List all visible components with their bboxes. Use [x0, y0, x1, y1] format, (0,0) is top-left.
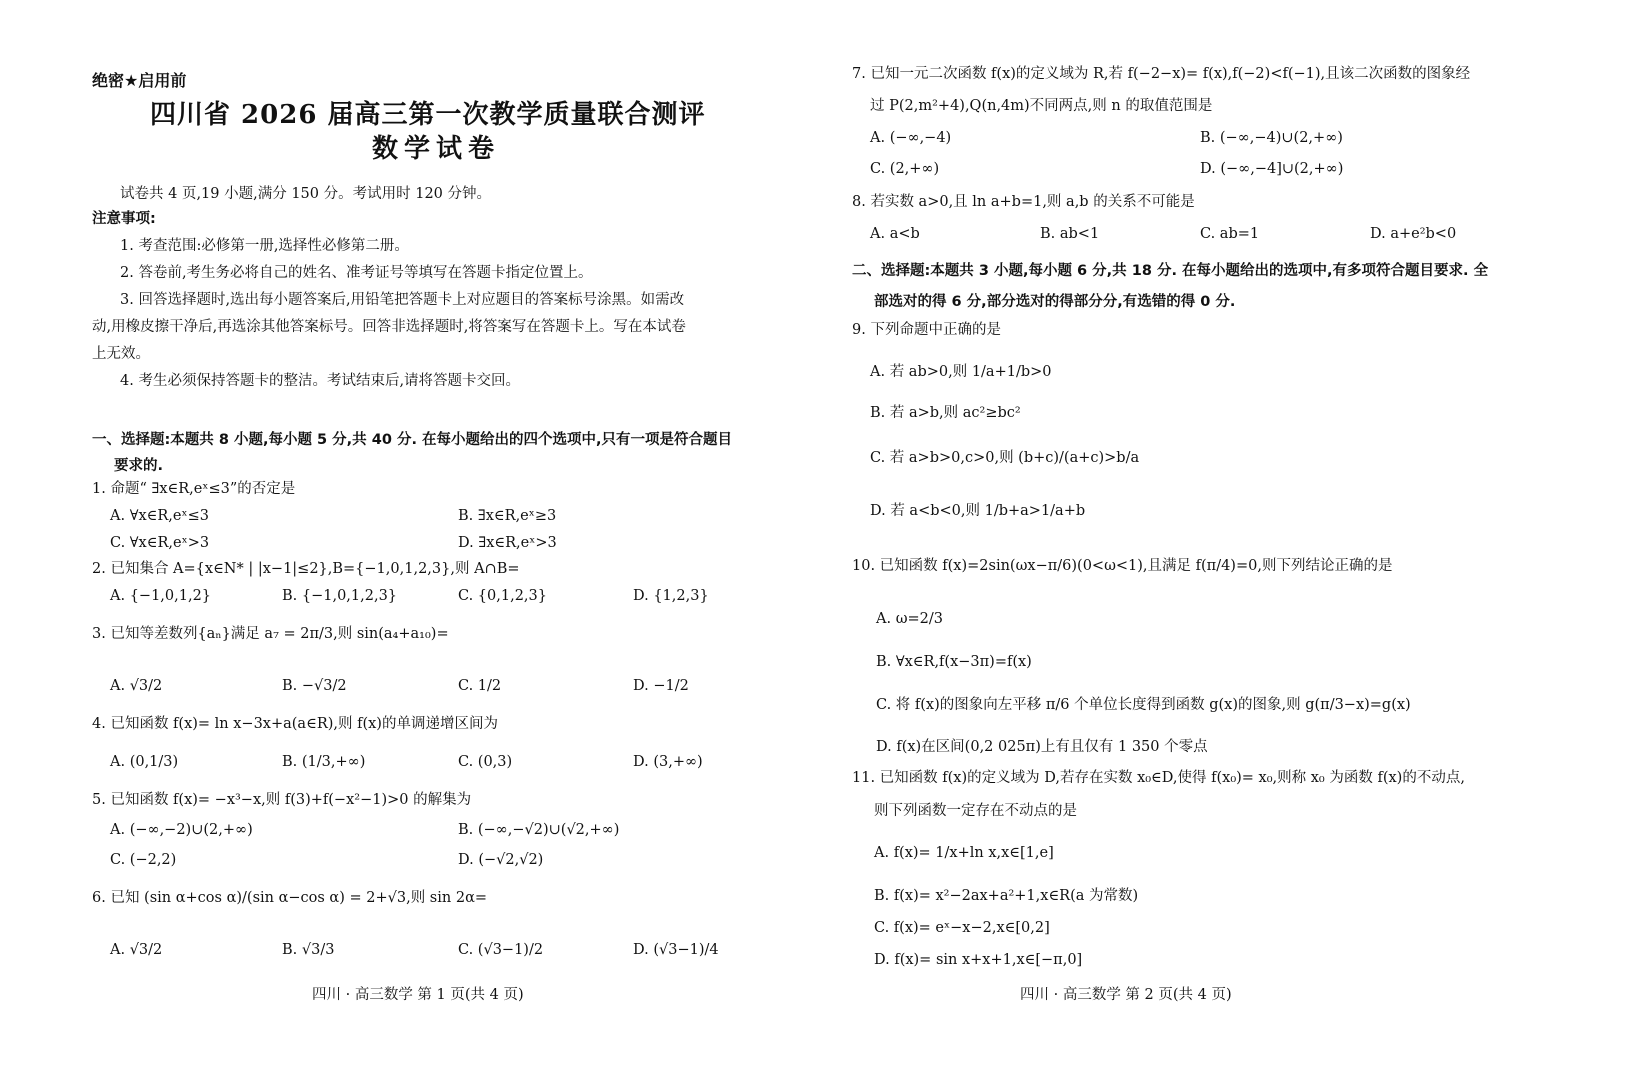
notice-item: 1. 考查范围:必修第一册,选择性必修第二册。 [120, 238, 409, 254]
question-2-option-a: A. {−1,0,1,2} [110, 588, 212, 604]
question-8-option-d: D. a+e²b<0 [1370, 226, 1457, 242]
question-9-stem: 9. 下列命题中正确的是 [852, 322, 1001, 338]
notice-item: 上无效。 [92, 346, 150, 362]
notice-item: 动,用橡皮擦干净后,再选涂其他答案标号。回答非选择题时,将答案写在答题卡上。写在本试卷 [92, 319, 686, 335]
question-5-option-b: B. (−∞,−√2)∪(√2,+∞) [458, 822, 620, 838]
question-3-stem: 3. 已知等差数列{aₙ}满足 a₇ = 2π/3,则 sin(a₄+a₁₀)= [92, 626, 449, 642]
question-6-option-c: C. (√3−1)/2 [458, 942, 544, 958]
question-6-option-a: A. √3/2 [110, 942, 163, 958]
question-7-option-a: A. (−∞,−4) [870, 130, 952, 146]
question-8-stem: 8. 若实数 a>0,且 ln a+b=1,则 a,b 的关系不可能是 [852, 194, 1195, 210]
question-11-stem: 11. 已知函数 f(x)的定义域为 D,若存在实数 x₀∈D,使得 f(x₀)= x₀,则称 x₀ 为函数 f(x)的不动点, [852, 770, 1465, 786]
question-3-option-a: A. √3/2 [110, 678, 163, 694]
question-6-option-d: D. (√3−1)/4 [633, 942, 719, 958]
question-4-stem: 4. 已知函数 f(x)= ln x−3x+a(a∈R),则 f(x)的单调递增区间为 [92, 716, 498, 732]
question-9-option-d: D. 若 a<b<0,则 1/b+a>1/a+b [870, 503, 1086, 519]
question-2-option-c: C. {0,1,2,3} [458, 588, 547, 604]
question-3-option-c: C. 1/2 [458, 678, 502, 694]
exam-subject-title: 数学试卷 [372, 134, 501, 164]
question-2-stem: 2. 已知集合 A={x∈N* | |x−1|≤2},B={−1,0,1,2,3},则 A∩B= [92, 561, 520, 577]
question-3-option-d: D. −1/2 [633, 678, 689, 694]
question-2-option-d: D. {1,2,3} [633, 588, 709, 604]
question-7-stem: 7. 已知一元二次函数 f(x)的定义域为 R,若 f(−2−x)= f(x),f(−2)<f(−1),且该二次函数的图象经 [852, 66, 1471, 82]
question-1-option-c: C. ∀x∈R,eˣ>3 [110, 535, 210, 551]
exam-intro: 试卷共 4 页,19 小题,满分 150 分。考试用时 120 分钟。 [120, 186, 492, 202]
question-2-option-b: B. {−1,0,1,2,3} [282, 588, 398, 604]
exam-title: 四川省 2026 届高三第一次教学质量联合测评 [150, 100, 706, 130]
question-10-option-c: C. 将 f(x)的图象向左平移 π/6 个单位长度得到函数 g(x)的图象,则 g(π/3−x)=g(x) [876, 697, 1411, 713]
question-4-option-a: A. (0,1/3) [110, 754, 179, 770]
question-11-option-c: C. f(x)= eˣ−x−2,x∈[0,2] [874, 920, 1050, 936]
question-5-option-c: C. (−2,2) [110, 852, 177, 868]
question-8-option-a: A. a<b [870, 226, 920, 242]
question-7-stem-cont: 过 P(2,m²+4),Q(n,4m)不同两点,则 n 的取值范围是 [870, 98, 1213, 114]
question-10-option-a: A. ω=2/3 [876, 611, 943, 627]
question-7-option-b: B. (−∞,−4)∪(2,+∞) [1200, 130, 1343, 146]
question-10-option-b: B. ∀x∈R,f(x−3π)=f(x) [876, 654, 1032, 670]
notice-item: 3. 回答选择题时,选出每小题答案后,用铅笔把答题卡上对应题目的答案标号涂黑。如需改 [120, 292, 685, 308]
question-9-option-b: B. 若 a>b,则 ac²≥bc² [870, 405, 1021, 421]
question-8-option-b: B. ab<1 [1040, 226, 1100, 242]
question-9-option-a: A. 若 ab>0,则 1/a+1/b>0 [870, 364, 1052, 380]
question-1-stem: 1. 命题“ ∃x∈R,eˣ≤3”的否定是 [92, 481, 296, 497]
section-2-heading-cont: 部选对的得 6 分,部分选对的得部分分,有选错的得 0 分. [874, 294, 1236, 310]
question-10-option-d: D. f(x)在区间(0,2 025π)上有且仅有 1 350 个零点 [876, 739, 1208, 755]
question-11-option-d: D. f(x)= sin x+x+1,x∈[−π,0] [874, 952, 1083, 968]
notice-item: 2. 答卷前,考生务必将自己的姓名、准考证号等填写在答题卡指定位置上。 [120, 265, 593, 281]
question-4-option-d: D. (3,+∞) [633, 754, 703, 770]
notice-item: 4. 考生必须保持答题卡的整洁。考试结束后,请将答题卡交回。 [120, 373, 521, 389]
page-2-footer: 四川 · 高三数学 第 2 页(共 4 页) [1020, 987, 1232, 1003]
question-5-option-a: A. (−∞,−2)∪(2,+∞) [110, 822, 253, 838]
question-9-option-c: C. 若 a>b>0,c>0,则 (b+c)/(a+c)>b/a [870, 450, 1140, 466]
section-1-heading: 一、选择题:本题共 8 小题,每小题 5 分,共 40 分. 在每小题给出的四个选项中,只有一项是符合题目 [92, 432, 733, 448]
question-5-stem: 5. 已知函数 f(x)= −x³−x,则 f(3)+f(−x²−1)>0 的解集为 [92, 792, 472, 808]
question-7-option-c: C. (2,+∞) [870, 161, 940, 177]
question-6-stem: 6. 已知 (sin α+cos α)/(sin α−cos α) = 2+√3,则 sin 2α= [92, 890, 488, 906]
question-1-option-d: D. ∃x∈R,eˣ>3 [458, 535, 557, 551]
question-1-option-b: B. ∃x∈R,eˣ≥3 [458, 508, 557, 524]
question-11-stem-cont: 则下列函数一定存在不动点的是 [874, 803, 1077, 819]
secret-label: 绝密★启用前 [92, 71, 187, 90]
question-4-option-c: C. (0,3) [458, 754, 513, 770]
section-1-heading-cont: 要求的. [114, 458, 164, 474]
question-8-option-c: C. ab=1 [1200, 226, 1260, 242]
question-7-option-d: D. (−∞,−4]∪(2,+∞) [1200, 161, 1344, 177]
question-10-stem: 10. 已知函数 f(x)=2sin(ωx−π/6)(0<ω<1),且满足 f(π/4)=0,则下列结论正确的是 [852, 558, 1393, 574]
question-1-option-a: A. ∀x∈R,eˣ≤3 [110, 508, 209, 524]
page-1-footer: 四川 · 高三数学 第 1 页(共 4 页) [312, 987, 524, 1003]
question-3-option-b: B. −√3/2 [282, 678, 347, 694]
section-2-heading: 二、选择题:本题共 3 小题,每小题 6 分,共 18 分. 在每小题给出的选项中,有多项符合题目要求. 全 [852, 263, 1489, 279]
question-11-option-b: B. f(x)= x²−2ax+a²+1,x∈R(a 为常数) [874, 888, 1139, 904]
question-11-option-a: A. f(x)= 1/x+ln x,x∈[1,e] [874, 845, 1054, 861]
question-6-option-b: B. √3/3 [282, 942, 335, 958]
question-4-option-b: B. (1/3,+∞) [282, 754, 366, 770]
notice-heading: 注意事项: [92, 211, 156, 227]
question-5-option-d: D. (−√2,√2) [458, 852, 544, 868]
